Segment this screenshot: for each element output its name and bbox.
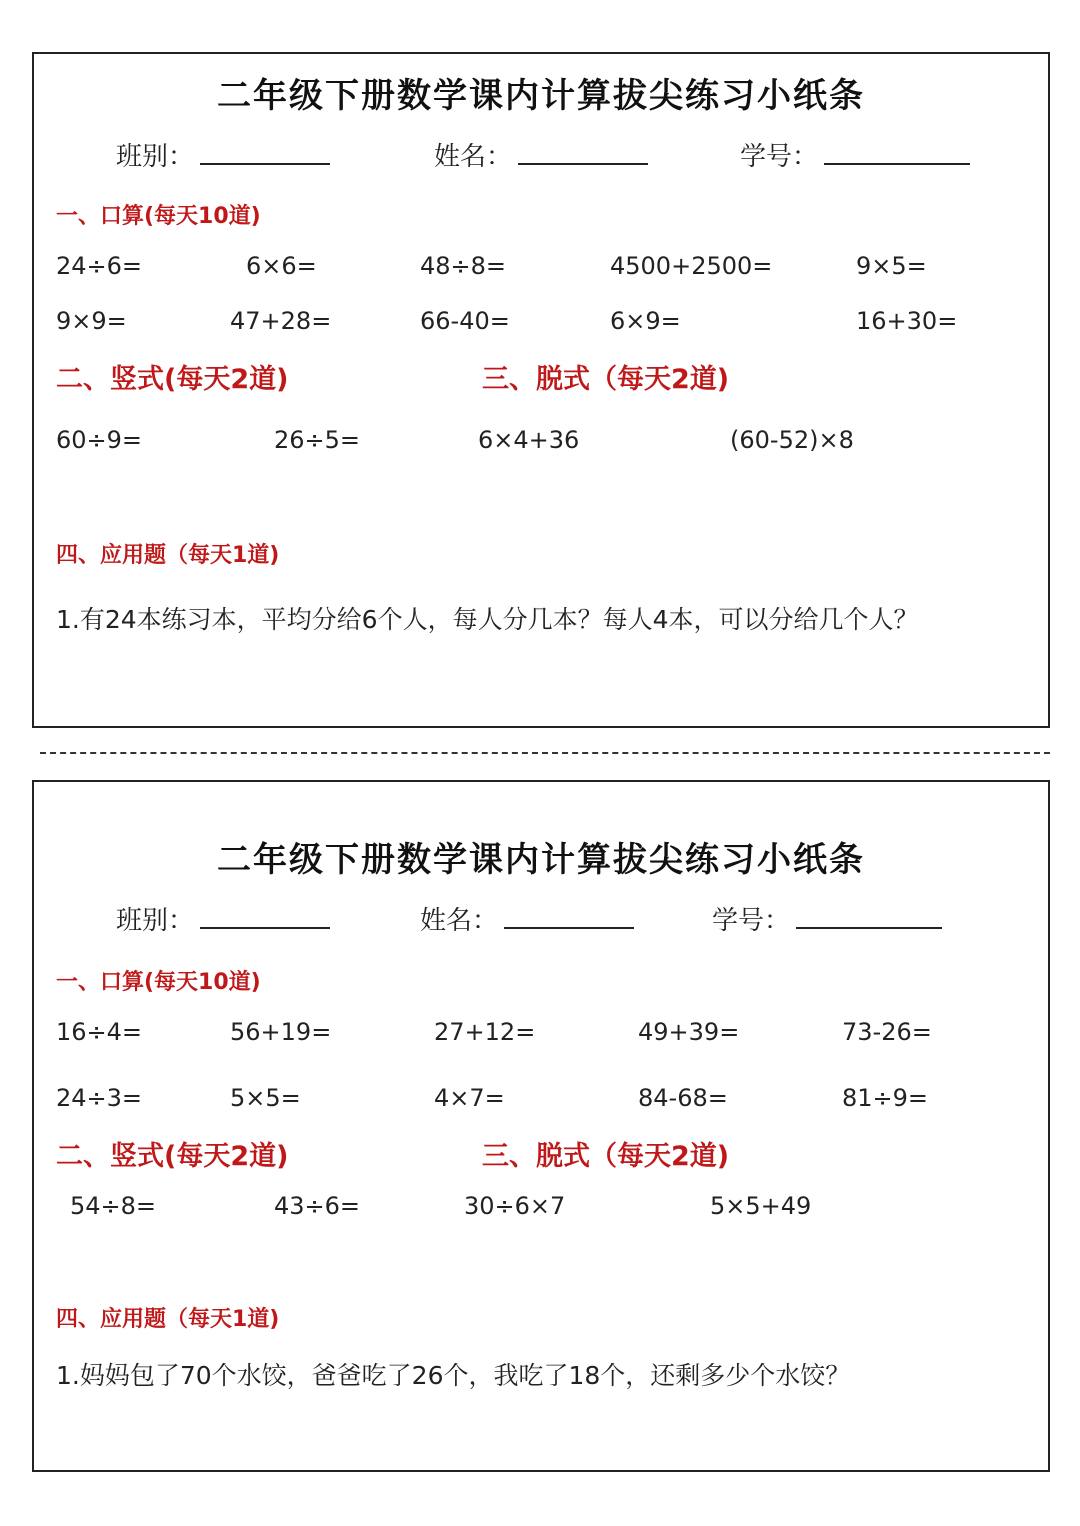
student-id-field bbox=[740, 136, 970, 173]
name-blank[interactable] bbox=[504, 901, 634, 929]
section-stepwise-heading: 三、脱式（每天2道) bbox=[482, 1141, 730, 1172]
vertical-problem: 60÷9= bbox=[56, 426, 143, 454]
word-problem: 1.妈妈包了70个水饺，爸爸吃了26个，我吃了18个，还剩多少个水饺？ bbox=[56, 1361, 851, 1390]
oral-problem: 81÷9= bbox=[842, 1084, 929, 1112]
student-id-label: 学号： bbox=[740, 142, 819, 172]
oral-problem: 47+28= bbox=[230, 307, 332, 335]
oral-problem: 56+19= bbox=[230, 1018, 332, 1046]
vertical-problem: 54÷8= bbox=[70, 1192, 157, 1220]
student-id-label: 学号： bbox=[712, 906, 791, 936]
name-label: 姓名： bbox=[420, 906, 499, 936]
oral-problem: 48÷8= bbox=[420, 252, 507, 280]
oral-problem: 73-26= bbox=[842, 1018, 932, 1046]
word-problem: 1.有24本练习本，平均分给6个人，每人分几本？每人4本，可以分给几个人？ bbox=[56, 605, 919, 634]
vertical-problem: 43÷6= bbox=[274, 1192, 361, 1220]
practice-slip-1 bbox=[32, 52, 1050, 728]
section-vertical-heading: 二、竖式(每天2道) bbox=[56, 1141, 289, 1172]
class-label: 班别： bbox=[116, 906, 195, 936]
name-field bbox=[420, 900, 634, 937]
section-word-problem-heading: 四、应用题（每天1道) bbox=[56, 1307, 280, 1332]
class-field bbox=[116, 136, 330, 173]
name-field bbox=[434, 136, 648, 173]
class-blank[interactable] bbox=[200, 137, 330, 165]
stepwise-problem: 6×4+36 bbox=[478, 426, 580, 454]
student-id-blank[interactable] bbox=[824, 137, 970, 165]
oral-problem: 9×9= bbox=[56, 307, 127, 335]
name-label: 姓名： bbox=[434, 142, 513, 172]
oral-problem: 4×7= bbox=[434, 1084, 505, 1112]
oral-problem: 16+30= bbox=[856, 307, 958, 335]
section-stepwise-heading: 三、脱式（每天2道) bbox=[482, 364, 730, 395]
section-vertical-heading: 二、竖式(每天2道) bbox=[56, 364, 289, 395]
practice-slip-2 bbox=[32, 780, 1050, 1472]
stepwise-problem: 30÷6×7 bbox=[464, 1192, 566, 1220]
oral-problem: 16÷4= bbox=[56, 1018, 143, 1046]
slip-title: 二年级下册数学课内计算拔尖练习小纸条 bbox=[217, 840, 865, 880]
stepwise-problem: (60-52)×8 bbox=[730, 426, 854, 454]
oral-problem: 4500+2500= bbox=[610, 252, 773, 280]
slip-title: 二年级下册数学课内计算拔尖练习小纸条 bbox=[217, 76, 865, 116]
name-blank[interactable] bbox=[518, 137, 648, 165]
dashed-cut-line bbox=[40, 752, 1050, 754]
class-blank[interactable] bbox=[200, 901, 330, 929]
section-word-problem-heading: 四、应用题（每天1道) bbox=[56, 543, 280, 568]
oral-problem: 49+39= bbox=[638, 1018, 740, 1046]
vertical-problem: 26÷5= bbox=[274, 426, 361, 454]
section-oral-heading: 一、口算(每天10道) bbox=[56, 204, 261, 229]
student-id-field bbox=[712, 900, 942, 937]
class-label: 班别： bbox=[116, 142, 195, 172]
oral-problem: 9×5= bbox=[856, 252, 927, 280]
section-oral-heading: 一、口算(每天10道) bbox=[56, 970, 261, 995]
student-id-blank[interactable] bbox=[796, 901, 942, 929]
stepwise-problem: 5×5+49 bbox=[710, 1192, 812, 1220]
oral-problem: 5×5= bbox=[230, 1084, 301, 1112]
oral-problem: 24÷3= bbox=[56, 1084, 143, 1112]
oral-problem: 66-40= bbox=[420, 307, 510, 335]
oral-problem: 6×9= bbox=[610, 307, 681, 335]
oral-problem: 84-68= bbox=[638, 1084, 728, 1112]
oral-problem: 27+12= bbox=[434, 1018, 536, 1046]
class-field bbox=[116, 900, 330, 937]
oral-problem: 24÷6= bbox=[56, 252, 143, 280]
oral-problem: 6×6= bbox=[246, 252, 317, 280]
